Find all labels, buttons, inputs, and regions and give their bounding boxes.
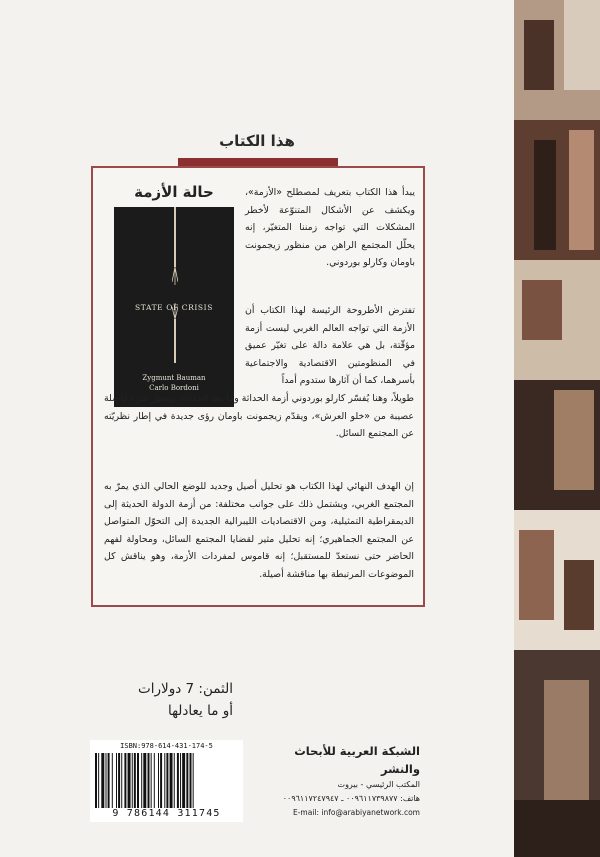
price-line-1: الثمن: 7 دولارات xyxy=(138,681,233,697)
book-arabic-title: حالة الأزمة xyxy=(134,183,214,201)
book-cover-image xyxy=(114,207,234,407)
publisher-office: المكتب الرئيسي - بيروت xyxy=(337,780,420,789)
isbn-barcode xyxy=(90,740,243,822)
author-1: Zygmunt Bauman xyxy=(142,374,206,382)
book-thumbnail xyxy=(114,183,234,407)
price-block xyxy=(103,678,233,722)
publisher-phone: هاتف: ٠٠٩٦١١٧٣٩٨٧٧ ـ ٠٠٩٦١١٧٢٤٧٩٤٧ xyxy=(282,794,420,803)
author-2: Carlo Bordoni xyxy=(149,384,199,392)
paragraph-3: إن الهدف النهائي لهذا الكتاب هو تحليل أصيل وجديد للوضع الحالي الذي يمرّ به المجتمع الغربي، ويشتمل ذلك على جوانب مختلفة: من أزمة الدولة الحديثة إلى الديمقراطية التمثيلية، ومن الاقتصاديات الليبرالية الجديدة إلى التحوّل المتواصل عن المجتمع الجماهيري؛ إنه تحليل مثير لقضايا المجتمع السائل، ومحاولة لفهم الحاضر حتى نستعدّ للمستقبل؛ إنه قاموس لمفردات الأزمة، وهو يناقش كل الموضوعات المرتبطة بها مناقشة أصيلة. xyxy=(104,481,414,580)
paragraph-1: يبدأ هذا الكتاب بتعريف لمصطلح «الأزمة»، ويكشف عن الأشكال المتنوّعة لأخطر المشكلات التي تواجه زمننا المتغيّر، إنه يحلّل المجتمع الراهن من منظور زيجمونت باومان وكارلو بوردوني. xyxy=(245,187,415,268)
price-line-2: أو ما يعادلها xyxy=(167,703,233,719)
barcode-digits: 9 786144 311745 xyxy=(112,808,221,819)
publisher-email: E-mail: info@arabiyanetwork.com xyxy=(292,808,420,817)
isbn-number: ISBN:978-614-431-174-5 xyxy=(120,742,213,750)
barcode-bars xyxy=(95,753,238,808)
section-title: هذا الكتاب xyxy=(219,132,295,150)
abstract-artwork-strip xyxy=(514,0,600,857)
cover-title: STATE OF CRISIS xyxy=(135,303,213,312)
publisher-block xyxy=(268,742,420,819)
paragraph-2b: طويلاً، وهنا يُفسّر كارلو بوردوني أزمة الحداثة وما بعد الحداثة، ويصوّر فترة فاصلة عصيبة من «خلو العرش»، ويقدّم زيجمونت باومان رؤى جديدة في إطار نظريّته عن المجتمع السائل. xyxy=(104,393,414,439)
publisher-name: الشبكة العربية للأبحاث والنشر xyxy=(294,744,420,776)
paragraph-2a: تفترض الأطروحة الرئيسة لهذا الكتاب أن الأزمة التي تواجه العالم الغربي ليست أزمة مؤقّتة، بل هي علامة دالة على تغيّر عميق في المنظومتين الاقتصادية والاجتماعية بأسرهما، كما أن آثارها ستدوم أمداً xyxy=(245,305,415,386)
